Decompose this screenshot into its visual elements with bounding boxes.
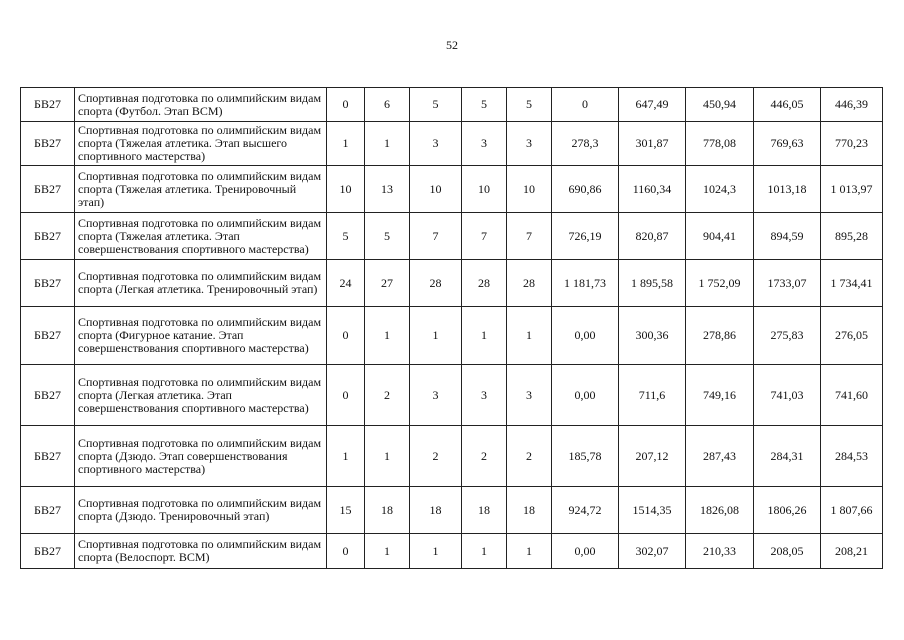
row-value: 1 — [327, 426, 365, 487]
row-code: БВ27 — [21, 426, 75, 487]
row-value: 5 — [365, 213, 410, 260]
row-value: 207,12 — [619, 426, 686, 487]
row-value: 18 — [365, 487, 410, 534]
row-value: 7 — [410, 213, 462, 260]
row-code: БВ27 — [21, 260, 75, 307]
row-value: 895,28 — [821, 213, 883, 260]
row-code: БВ27 — [21, 365, 75, 426]
row-value: 0 — [327, 534, 365, 569]
table-row — [21, 166, 883, 213]
row-value: 275,83 — [754, 307, 821, 365]
table-row — [21, 365, 883, 426]
row-description: Спортивная подготовка по олимпийским видам спорта (Футбол. Этап ВСМ) — [75, 88, 327, 122]
row-value: 749,16 — [686, 365, 754, 426]
row-value: 1 734,41 — [821, 260, 883, 307]
row-value: 24 — [327, 260, 365, 307]
row-value: 0 — [327, 307, 365, 365]
row-value: 0,00 — [552, 307, 619, 365]
row-code: БВ27 — [21, 487, 75, 534]
data-table — [20, 87, 883, 569]
row-value: 3 — [507, 365, 552, 426]
row-code: БВ27 — [21, 213, 75, 260]
row-value: 1514,35 — [619, 487, 686, 534]
row-code: БВ27 — [21, 88, 75, 122]
row-code: БВ27 — [21, 166, 75, 213]
row-value: 1 — [462, 534, 507, 569]
row-description: Спортивная подготовка по олимпийским видам спорта (Легкая атлетика. Тренировочный этап) — [75, 260, 327, 307]
row-value: 1013,18 — [754, 166, 821, 213]
row-value: 1733,07 — [754, 260, 821, 307]
row-value: 647,49 — [619, 88, 686, 122]
row-value: 3 — [507, 122, 552, 166]
row-value: 1 013,97 — [821, 166, 883, 213]
row-value: 770,23 — [821, 122, 883, 166]
row-value: 1 181,73 — [552, 260, 619, 307]
row-value: 208,21 — [821, 534, 883, 569]
row-value: 769,63 — [754, 122, 821, 166]
row-value: 301,87 — [619, 122, 686, 166]
row-value: 820,87 — [619, 213, 686, 260]
row-value: 1826,08 — [686, 487, 754, 534]
row-value: 15 — [327, 487, 365, 534]
row-value: 13 — [365, 166, 410, 213]
row-value: 1160,34 — [619, 166, 686, 213]
row-description: Спортивная подготовка по олимпийским видам спорта (Велоспорт. ВСМ) — [75, 534, 327, 569]
row-value: 18 — [410, 487, 462, 534]
row-value: 741,60 — [821, 365, 883, 426]
row-value: 446,39 — [821, 88, 883, 122]
table-row — [21, 534, 883, 569]
row-code: БВ27 — [21, 307, 75, 365]
row-value: 27 — [365, 260, 410, 307]
row-value: 1 — [410, 307, 462, 365]
row-value: 778,08 — [686, 122, 754, 166]
row-value: 0,00 — [552, 365, 619, 426]
row-value: 278,86 — [686, 307, 754, 365]
row-value: 726,19 — [552, 213, 619, 260]
row-value: 10 — [507, 166, 552, 213]
row-value: 284,31 — [754, 426, 821, 487]
row-value: 3 — [410, 122, 462, 166]
row-value: 10 — [462, 166, 507, 213]
row-value: 278,3 — [552, 122, 619, 166]
row-description: Спортивная подготовка по олимпийским видам спорта (Тяжелая атлетика. Тренировочный этап) — [75, 166, 327, 213]
table-row — [21, 426, 883, 487]
row-value: 28 — [410, 260, 462, 307]
row-value: 1 — [507, 534, 552, 569]
row-value: 10 — [410, 166, 462, 213]
row-value: 3 — [462, 122, 507, 166]
row-description: Спортивная подготовка по олимпийским видам спорта (Дзюдо. Этап совершенствования спортивного мастерства) — [75, 426, 327, 487]
row-value: 894,59 — [754, 213, 821, 260]
row-value: 1024,3 — [686, 166, 754, 213]
row-value: 690,86 — [552, 166, 619, 213]
row-value: 1 895,58 — [619, 260, 686, 307]
row-value: 5 — [507, 88, 552, 122]
row-value: 284,53 — [821, 426, 883, 487]
row-value: 711,6 — [619, 365, 686, 426]
row-value: 3 — [462, 365, 507, 426]
row-description: Спортивная подготовка по олимпийским видам спорта (Тяжелая атлетика. Этап совершенствования спортивного мастерства) — [75, 213, 327, 260]
table-row — [21, 307, 883, 365]
row-value: 3 — [410, 365, 462, 426]
row-value: 7 — [462, 213, 507, 260]
row-value: 1806,26 — [754, 487, 821, 534]
row-value: 1 — [507, 307, 552, 365]
row-value: 2 — [507, 426, 552, 487]
row-value: 5 — [410, 88, 462, 122]
row-value: 741,03 — [754, 365, 821, 426]
page-number: 52 — [446, 38, 458, 52]
row-value: 450,94 — [686, 88, 754, 122]
row-value: 1 — [327, 122, 365, 166]
row-value: 210,33 — [686, 534, 754, 569]
row-value: 446,05 — [754, 88, 821, 122]
row-value: 1 752,09 — [686, 260, 754, 307]
row-value: 28 — [507, 260, 552, 307]
table-body — [21, 88, 883, 569]
row-value: 276,05 — [821, 307, 883, 365]
table-row — [21, 122, 883, 166]
row-value: 924,72 — [552, 487, 619, 534]
table-row — [21, 260, 883, 307]
row-value: 2 — [462, 426, 507, 487]
row-value: 0 — [327, 365, 365, 426]
row-value: 5 — [462, 88, 507, 122]
row-code: БВ27 — [21, 534, 75, 569]
row-value: 0 — [552, 88, 619, 122]
table-row — [21, 487, 883, 534]
row-value: 1 — [365, 534, 410, 569]
row-value: 5 — [327, 213, 365, 260]
row-value: 302,07 — [619, 534, 686, 569]
row-value: 28 — [462, 260, 507, 307]
row-value: 185,78 — [552, 426, 619, 487]
table-row — [21, 213, 883, 260]
row-description: Спортивная подготовка по олимпийским видам спорта (Фигурное катание. Этап совершенствования спортивного мастерства) — [75, 307, 327, 365]
row-value: 1 — [365, 122, 410, 166]
row-value: 287,43 — [686, 426, 754, 487]
row-code: БВ27 — [21, 122, 75, 166]
row-description: Спортивная подготовка по олимпийским видам спорта (Тяжелая атлетика. Этап высшего спортивного мастерства) — [75, 122, 327, 166]
row-value: 7 — [507, 213, 552, 260]
row-value: 0 — [327, 88, 365, 122]
row-value: 18 — [462, 487, 507, 534]
table-row — [21, 88, 883, 122]
row-value: 208,05 — [754, 534, 821, 569]
row-value: 1 — [365, 426, 410, 487]
row-value: 10 — [327, 166, 365, 213]
row-value: 2 — [365, 365, 410, 426]
row-value: 1 807,66 — [821, 487, 883, 534]
row-value: 2 — [410, 426, 462, 487]
row-description: Спортивная подготовка по олимпийским видам спорта (Дзюдо. Тренировочный этап) — [75, 487, 327, 534]
row-value: 0,00 — [552, 534, 619, 569]
row-value: 1 — [410, 534, 462, 569]
row-value: 1 — [365, 307, 410, 365]
row-value: 6 — [365, 88, 410, 122]
row-description: Спортивная подготовка по олимпийским видам спорта (Легкая атлетика. Этап совершенствования спортивного мастерства) — [75, 365, 327, 426]
row-value: 300,36 — [619, 307, 686, 365]
row-value: 1 — [462, 307, 507, 365]
row-value: 904,41 — [686, 213, 754, 260]
row-value: 18 — [507, 487, 552, 534]
